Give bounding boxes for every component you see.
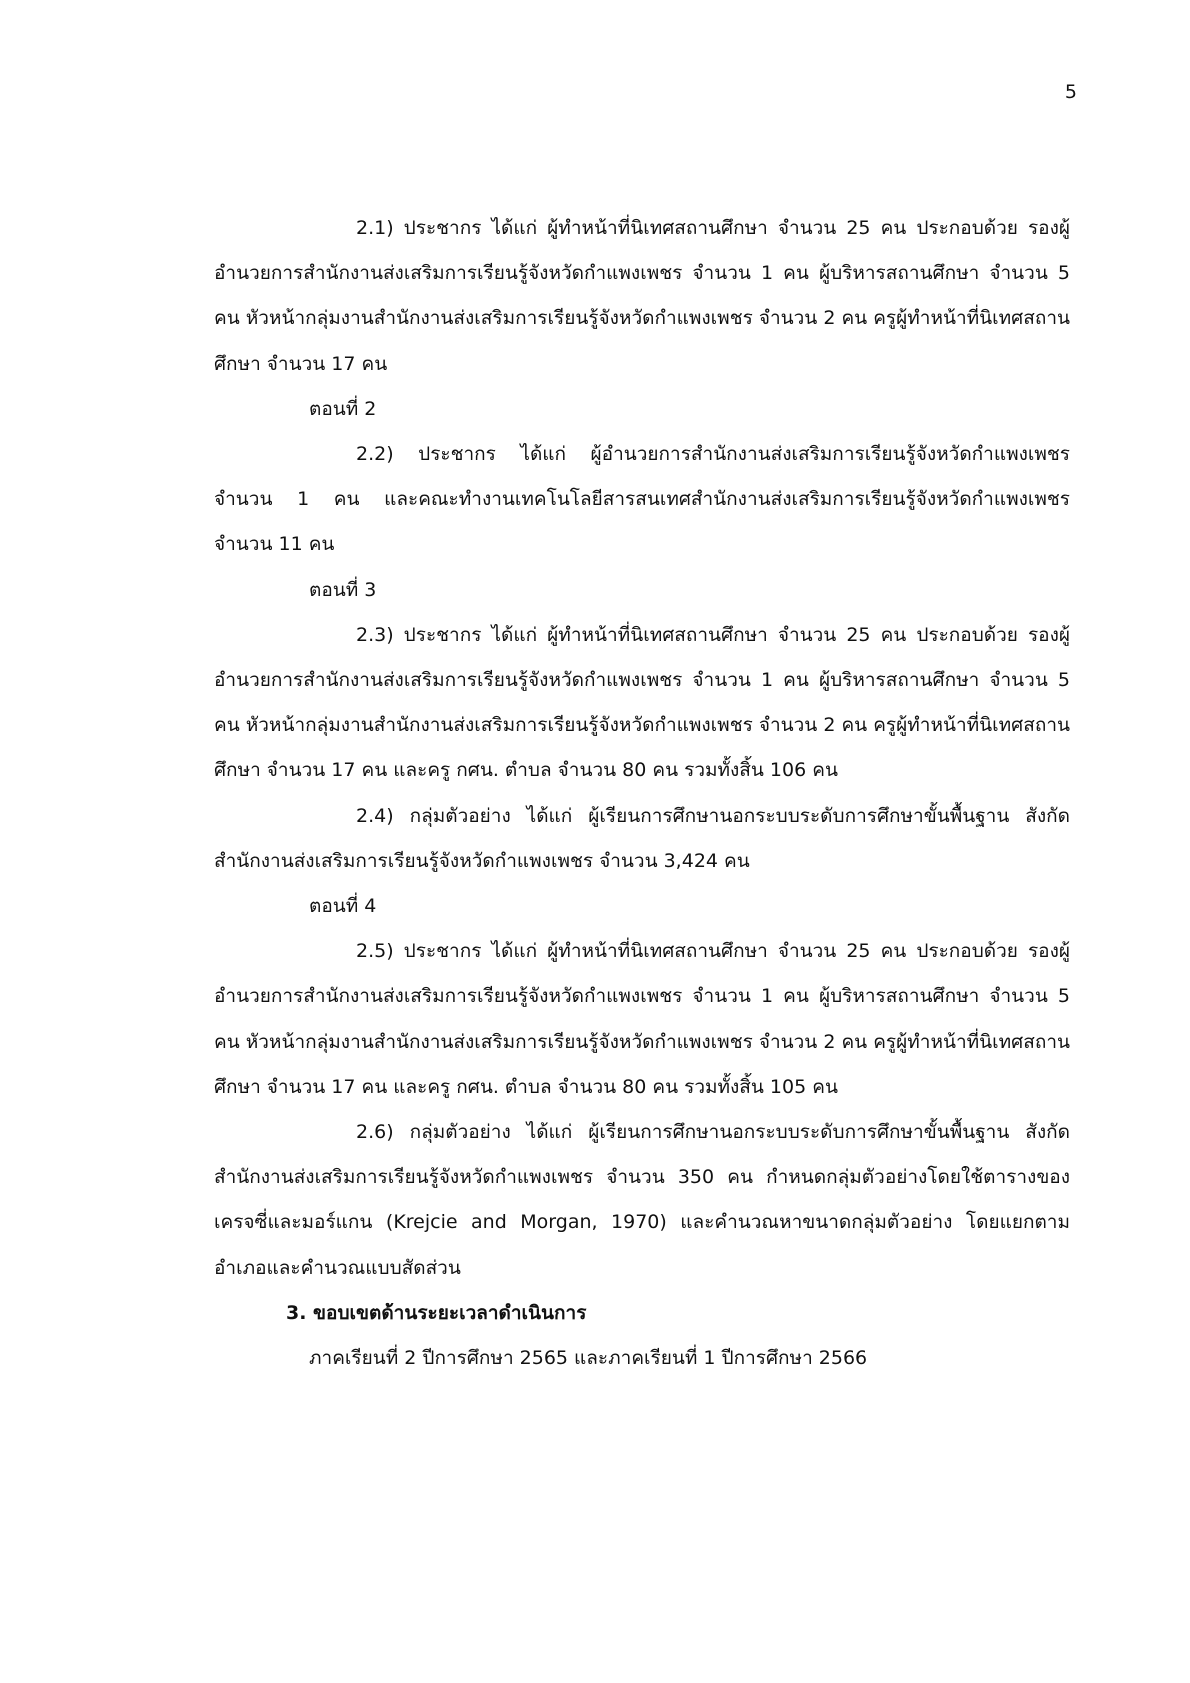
- paragraph-2-2: 2.2) ประชากร ได้แก่ ผู้อำนวยการสำนักงานส่งเสริมการเรียนรู้จังหวัดกำแพงเพชร จำนวน 1 คน และคณะทำงานเทคโนโลยีสารสนเทศสำนักงานส่งเสริมการเรียนรู้จังหวัดกำแพงเพชร จำนวน 11 คน: [214, 443, 1070, 556]
- section-3-heading: 3. ขอบเขตด้านระยะเวลาดำเนินการ: [286, 1301, 587, 1324]
- page-content: [214, 206, 1070, 1381]
- part-4-label: ตอนที่ 4: [309, 895, 377, 918]
- paragraph-2-3: 2.3) ประชากร ได้แก่ ผู้ทำหน้าที่นิเทศสถานศึกษา จำนวน 25 คน ประกอบด้วย รองผู้อำนวยการสำนักงานส่งเสริมการเรียนรู้จังหวัดกำแพงเพชร จำนวน 1 คน ผู้บริหารสถานศึกษา จำนวน 5 คน หัวหน้ากลุ่มงานสำนักงานส่งเสริมการเรียนรู้จังหวัดกำแพงเพชร จำนวน 2 คน ครูผู้ทำหน้าที่นิเทศสถานศึกษา จำนวน 17 คน และครู กศน. ตำบล จำนวน 80 คน รวมทั้งสิ้น 106 คน: [214, 623, 1070, 782]
- paragraph-2-6: 2.6) กลุ่มตัวอย่าง ได้แก่ ผู้เรียนการศึกษานอกระบบระดับการศึกษาขั้นพื้นฐาน สังกัดสำนักงานส่งเสริมการเรียนรู้จังหวัดกำแพงเพชร จำนวน 350 คน กำหนดกลุ่มตัวอย่างโดยใช้ตารางของเครจซี่และมอร์แกน (Krejcie and Morgan, 1970) และคำนวณหาขนาดกลุ่มตัวอย่าง โดยแยกตามอำเภอและคำนวณแบบสัดส่วน: [214, 1121, 1070, 1279]
- paragraph-2-5: 2.5) ประชากร ได้แก่ ผู้ทำหน้าที่นิเทศสถานศึกษา จำนวน 25 คน ประกอบด้วย รองผู้อำนวยการสำนักงานส่งเสริมการเรียนรู้จังหวัดกำแพงเพชร จำนวน 1 คน ผู้บริหารสถานศึกษา จำนวน 5 คน หัวหน้ากลุ่มงานสำนักงานส่งเสริมการเรียนรู้จังหวัดกำแพงเพชร จำนวน 2 คน ครูผู้ทำหน้าที่นิเทศสถานศึกษา จำนวน 17 คน และครู กศน. ตำบล จำนวน 80 คน รวมทั้งสิ้น 105 คน: [214, 940, 1070, 1098]
- part-2-label: ตอนที่ 2: [309, 397, 377, 420]
- page-number: 5: [1064, 81, 1077, 103]
- paragraph-2-1: 2.1) ประชากร ได้แก่ ผู้ทำหน้าที่นิเทศสถานศึกษา จำนวน 25 คน ประกอบด้วย รองผู้อำนวยการสำนักงานส่งเสริมการเรียนรู้จังหวัดกำแพงเพชร จำนวน 1 คน ผู้บริหารสถานศึกษา จำนวน 5 คน หัวหน้ากลุ่มงานสำนักงานส่งเสริมการเรียนรู้จังหวัดกำแพงเพชร จำนวน 2 คน ครูผู้ทำหน้าที่นิเทศสถานศึกษา จำนวน 17 คน: [214, 217, 1070, 375]
- part-3-label: ตอนที่ 3: [309, 578, 377, 601]
- section-3-text: ภาคเรียนที่ 2 ปีการศึกษา 2565 และภาคเรียนที่ 1 ปีการศึกษา 2566: [309, 1347, 868, 1370]
- paragraph-2-4: 2.4) กลุ่มตัวอย่าง ได้แก่ ผู้เรียนการศึกษานอกระบบระดับการศึกษาขั้นพื้นฐาน สังกัดสำนักงานส่งเสริมการเรียนรู้จังหวัดกำแพงเพชร จำนวน 3,424 คน: [214, 804, 1070, 872]
